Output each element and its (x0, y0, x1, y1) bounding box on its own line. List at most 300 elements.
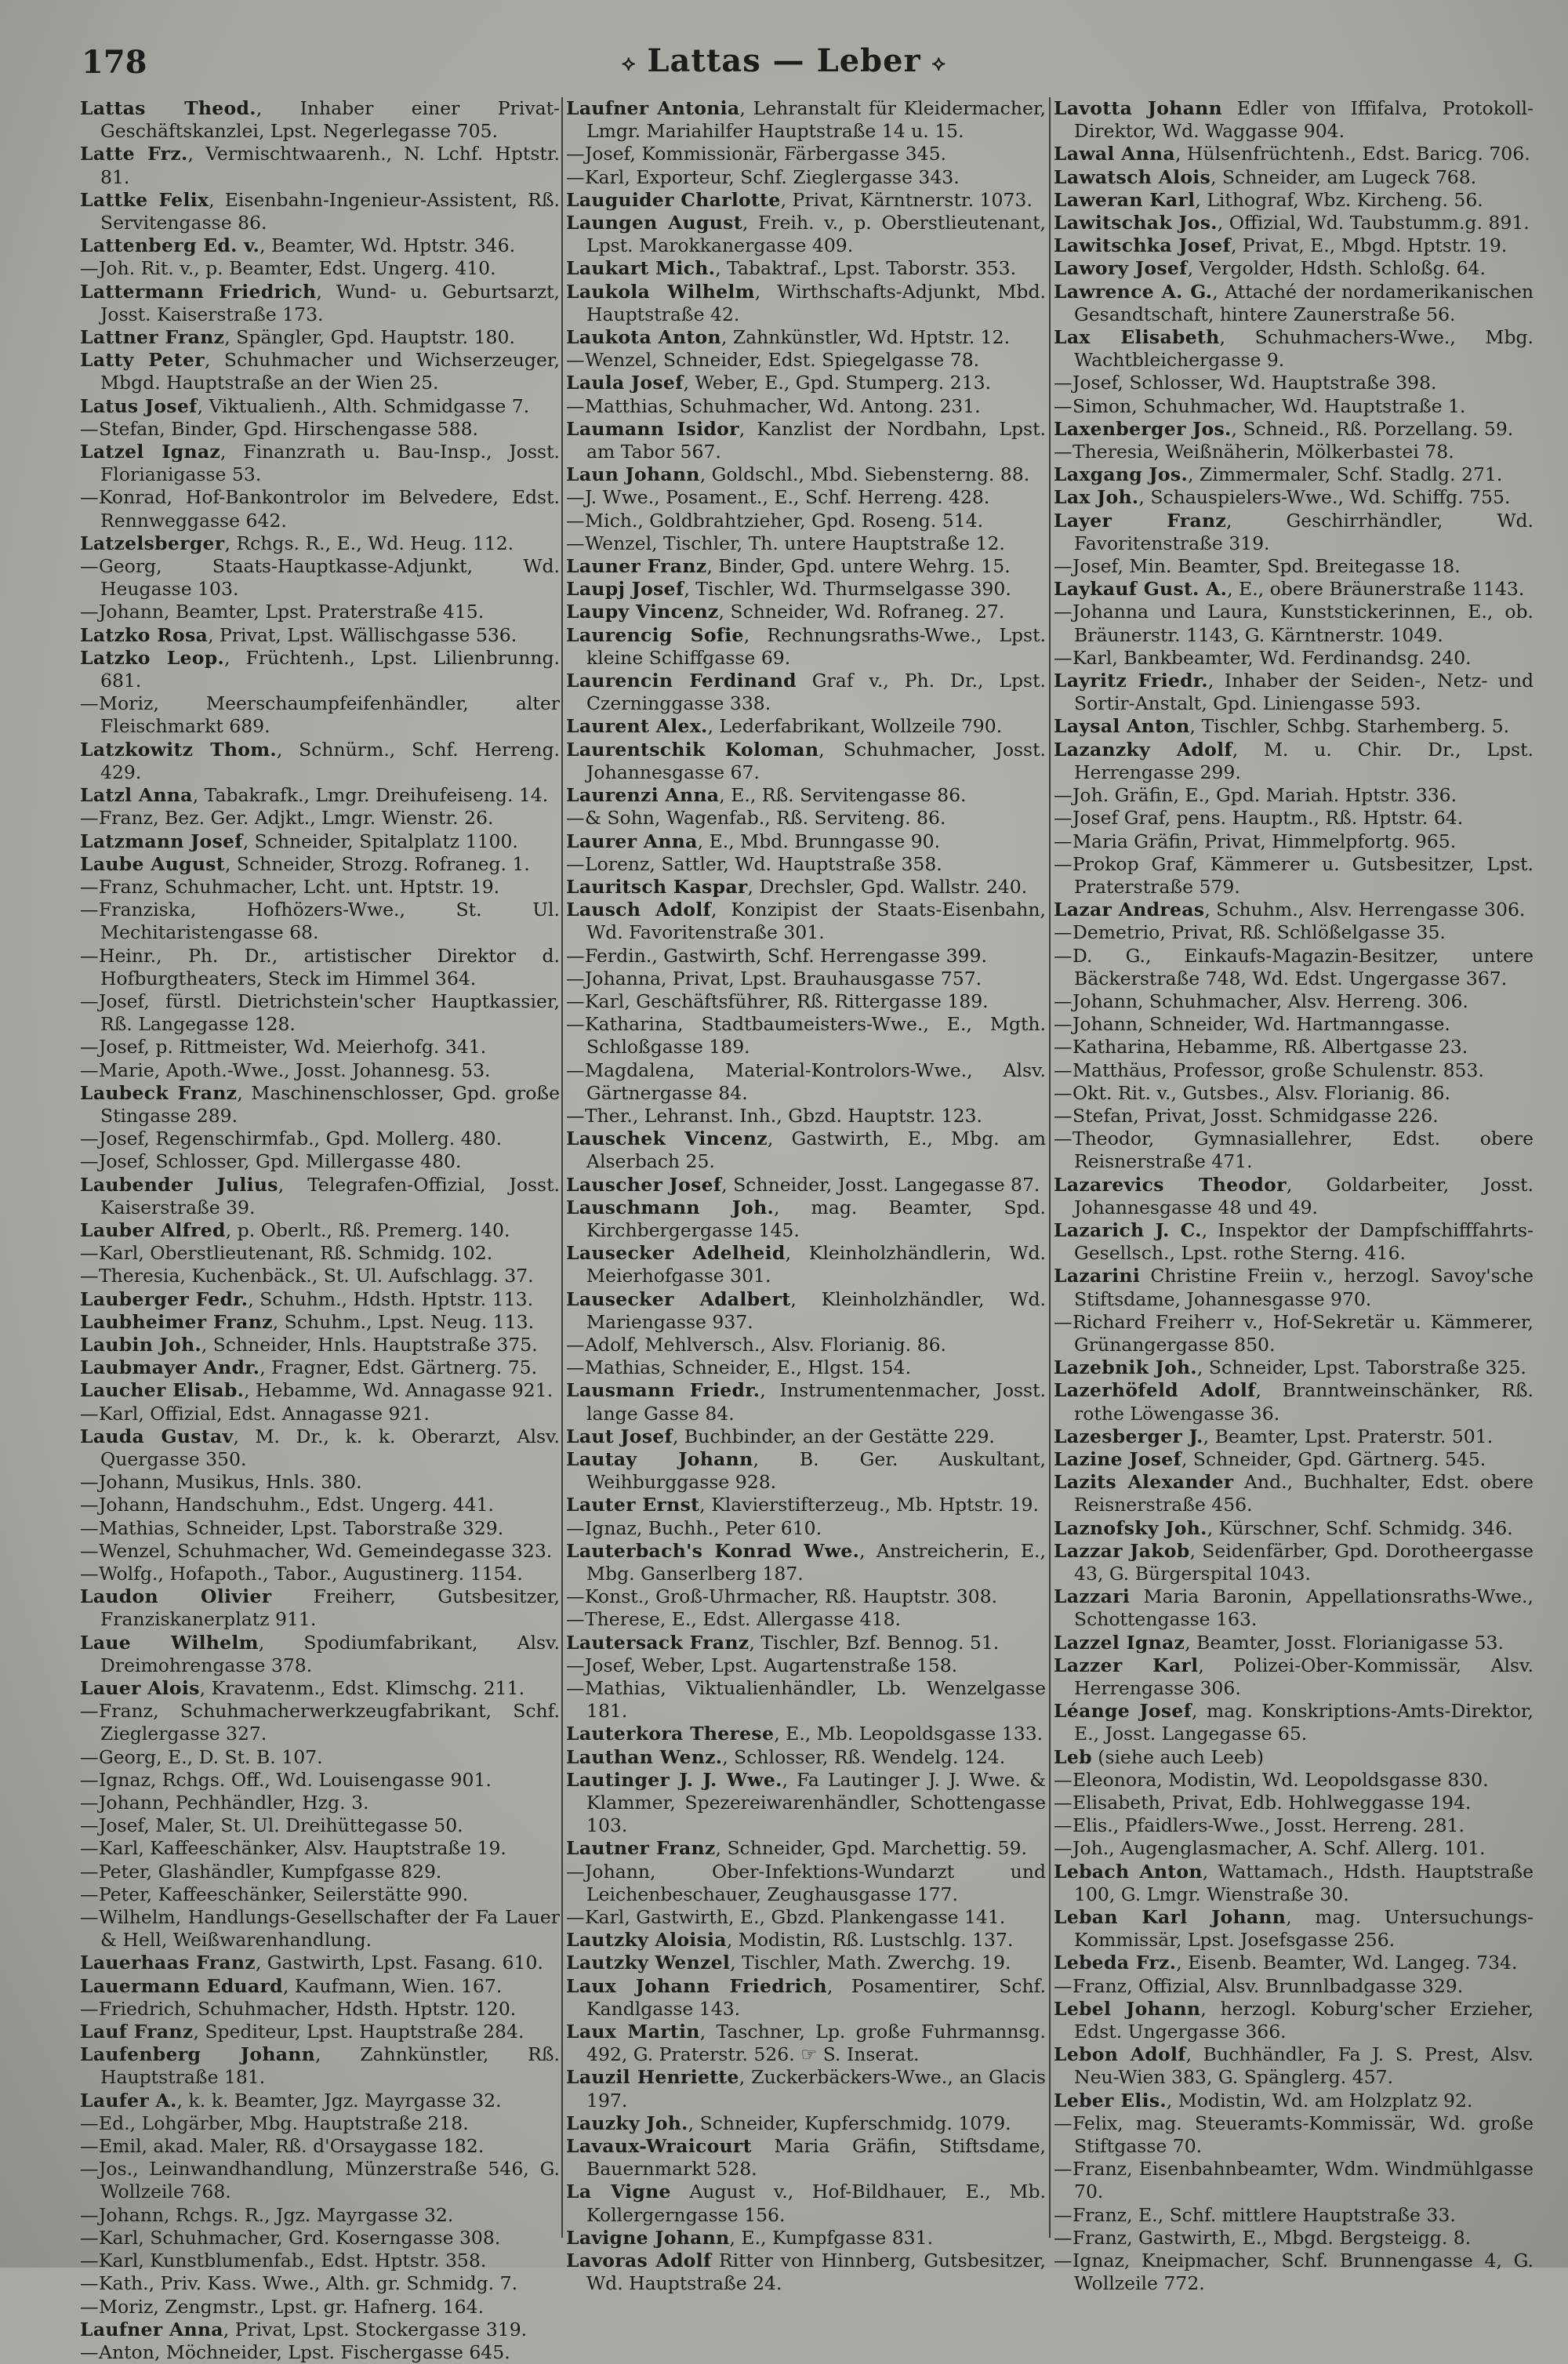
directory-entry (1054, 2158, 1534, 2203)
entry-details: , Vergolder, Hdsth. Schloßg. 64. (1187, 257, 1486, 280)
entry-details: D. G., Einkaufs-Magazin-Besitzer, untere Bäckerstraße 748, Wd. Edst. Ungergasse 367. (1073, 944, 1534, 990)
entry-details: , Kürschner, Schf. Schmidg. 346. (1207, 1516, 1513, 1539)
directory-entry (80, 1379, 560, 1402)
entry-name: Lawory Josef (1054, 257, 1188, 280)
entry-name: Lawrence A. G. (1054, 280, 1213, 303)
entry-name: Laumann Isidor (566, 417, 739, 440)
repeat-dash: — (1054, 2203, 1073, 2226)
entry-details: Karl, Exporteur, Schf. Zieglergasse 343. (585, 165, 960, 188)
entry-name: Lauguider Charlotte (566, 188, 781, 211)
entry-details: Ignaz, Buchh., Peter 610. (585, 1516, 822, 1539)
directory-entry (566, 1769, 1046, 1838)
entry-details: Jos., Leinwandhandlung, Münzerstraße 546, G. Wollzeile 768. (99, 2158, 560, 2203)
entry-name: Lauter Ernst (566, 1494, 700, 1516)
entry-details: Franz, Offizial, Alsv. Brunnlbadgasse 329. (1073, 1974, 1464, 1997)
directory-entry (80, 1242, 560, 1265)
repeat-dash: — (1054, 852, 1073, 875)
directory-entry (1054, 441, 1534, 463)
entry-details: , Tischler, Wd. Thurmselgasse 390. (684, 578, 1011, 601)
directory-entry (566, 1723, 1046, 1745)
repeat-dash: — (566, 1516, 585, 1539)
repeat-dash: — (80, 2340, 99, 2363)
entry-name: Lazits Alexander (1054, 1471, 1234, 1494)
directory-entry (80, 1494, 560, 1516)
entry-details: , Offizial, Wd. Taubstumm.g. 891. (1217, 212, 1530, 234)
entry-details: , Rchgs. R., E., Wd. Heug. 112. (224, 532, 514, 554)
entry-details: , B. Ger. Auskultant, Weihburggasse 928. (586, 1447, 1046, 1494)
repeat-dash: — (80, 990, 99, 1012)
directory-column-1 (80, 97, 561, 2363)
entry-details: , Branntweinschänker, Rß. rothe Löwengasse 36. (1074, 1379, 1534, 1425)
entry-details: Demetrio, Privat, Rß. Schlößelgasse 35. (1073, 921, 1446, 944)
entry-name: Lawitschka Josef (1054, 234, 1231, 257)
repeat-dash: — (566, 1333, 585, 1356)
page-number: 178 (82, 44, 147, 81)
entry-details: , Schlosser, Rß. Wendelg. 124. (722, 1745, 1006, 1768)
entry-name: Leban Karl Johann (1054, 1906, 1287, 1929)
entry-name: Laurencig Sofie (566, 623, 744, 646)
entry-name: Lazzel Ignaz (1054, 1631, 1185, 1654)
repeat-dash: — (80, 1059, 99, 1081)
entry-details: , Wund- u. Geburtsarzt, Josst. Kaiserstraße 173. (100, 280, 561, 325)
entry-details: Georg, E., D. St. B. 107. (99, 1745, 323, 1768)
entry-name: Laucher Elisab. (80, 1379, 245, 1402)
directory-entry (566, 899, 1046, 944)
entry-details: , Modistin, Wd. am Holzplatz 92. (1166, 2089, 1473, 2112)
directory-entry (1054, 1814, 1534, 1837)
directory-entry (566, 2250, 1046, 2295)
directory-entry (80, 486, 560, 532)
entry-details: Kath., Priv. Kass. Wwe., Alth. gr. Schmidg. 7. (99, 2272, 518, 2295)
directory-entry (566, 1128, 1046, 1173)
directory-entry (1054, 1059, 1534, 1082)
directory-entry (1054, 234, 1534, 257)
directory-entry (80, 2112, 560, 2135)
entry-name: Latzl Anna (80, 784, 193, 807)
entry-details: Theodor, Gymnasiallehrer, Edst. obere Reisnerstraße 471. (1073, 1128, 1534, 1173)
directory-entry (80, 143, 560, 188)
directory-entry (1054, 1975, 1534, 1998)
entry-details: Emil, akad. Maler, Rß. d'Orsaygasse 182. (99, 2135, 485, 2158)
entry-name: Laula Josef (566, 372, 684, 394)
directory-entry (80, 1174, 560, 1219)
entry-details: , Fragner, Edst. Gärtnerg. 75. (260, 1356, 538, 1379)
entry-details: Josef, fürstl. Dietrichstein'scher Hauptkassier, Rß. Langegasse 128. (99, 990, 560, 1036)
entry-name: Latzko Rosa (80, 623, 209, 646)
directory-entry (1054, 990, 1534, 1013)
directory-entry (80, 1975, 560, 1998)
entry-details: , Vermischtwaarenh., N. Lchf. Hptstr. 81. (100, 143, 560, 188)
entry-name: Lauzky Joh. (566, 2112, 688, 2134)
entry-details: Karl, Kunstblumenfab., Edst. Hptstr. 358. (99, 2250, 487, 2272)
entry-details: Josef Graf, pens. Hauptm., Rß. Hptstr. 64. (1073, 807, 1464, 830)
directory-entry (80, 1128, 560, 1150)
entry-details: , Taschner, Lp. große Fuhrmannsg. 492, G. Praterstr. 526. ☞ S. Inserat. (586, 2021, 1046, 2066)
entry-details: , Schuhmachers-Wwe., Mbg. Wachtbleichergasse 9. (1074, 326, 1534, 372)
entry-name: Lautersack Franz (566, 1631, 750, 1654)
entry-details: , Seidenfärber, Gpd. Dorotheergasse 43, G. Bürgerspital 1043. (1074, 1539, 1534, 1585)
directory-entry (1054, 578, 1534, 601)
directory-entry (80, 2158, 560, 2203)
repeat-dash: — (566, 1677, 585, 1700)
repeat-dash: — (80, 807, 99, 830)
entry-details: , E., obere Bräunerstraße 1143. (1227, 578, 1525, 601)
entry-name: Lautner Franz (566, 1837, 716, 1860)
entry-name: Leber Elis. (1054, 2089, 1167, 2112)
entry-details: , Schneider, Spitalplatz 1100. (242, 830, 518, 852)
entry-name: Laube August (80, 852, 225, 875)
directory-entry (566, 97, 1046, 143)
repeat-dash: — (566, 1906, 585, 1929)
repeat-dash: — (80, 899, 99, 921)
repeat-dash: — (1054, 2158, 1073, 2181)
entry-details: , p. Oberlt., Rß. Premerg. 140. (225, 1218, 510, 1241)
entry-name: Laxenberger Jos. (1054, 417, 1232, 440)
entry-name: Laukola Wilhelm (566, 280, 755, 303)
entry-details: Richard Freiherr v., Hof-Sekretär u. Kämmerer, Grünangergasse 850. (1073, 1310, 1534, 1356)
entry-name: Laweran Karl (1054, 188, 1196, 211)
repeat-dash: — (80, 417, 99, 440)
entry-details: , Freih. v., p. Oberstlieutenant, Lpst. Marokkanergasse 409. (586, 212, 1046, 257)
directory-entry (80, 1265, 560, 1287)
entry-name: Laurer Anna (566, 830, 698, 852)
repeat-dash: — (566, 852, 585, 875)
repeat-dash: — (1054, 1792, 1073, 1814)
directory-entry (566, 830, 1046, 853)
repeat-dash: — (566, 1585, 585, 1608)
repeat-dash: — (566, 1059, 585, 1081)
repeat-dash: — (80, 486, 99, 509)
entry-details: Ritter von Hinnberg, Gutsbesitzer, Wd. Hauptstraße 24. (586, 2250, 1047, 2295)
repeat-dash: — (1054, 394, 1073, 417)
repeat-dash: — (80, 1563, 99, 1585)
entry-details: Moriz, Meerschaumpfeifenhändler, alter Fleischmarkt 689. (99, 692, 560, 738)
directory-entry (566, 1952, 1046, 1974)
entry-name: Laurenzi Anna (566, 784, 720, 807)
directory-entry (1054, 670, 1534, 715)
entry-details: Therese, E., Edst. Allergasse 418. (585, 1608, 901, 1631)
repeat-dash: — (80, 1539, 99, 1562)
entry-name: Laxgang Jos. (1054, 463, 1188, 486)
repeat-dash: — (1054, 441, 1073, 463)
directory-entry (80, 1769, 560, 1792)
directory-entry (1054, 1585, 1534, 1631)
directory-entry (1054, 1082, 1534, 1105)
entry-name: Laykauf Gust. A. (1054, 578, 1228, 601)
entry-details: , Lederfabrikant, Wollzeile 790. (707, 715, 1003, 738)
repeat-dash: — (1054, 990, 1073, 1012)
entry-name: Lattke Felix (80, 188, 209, 211)
entry-details: , Modistin, Rß. Lustschlg. 137. (726, 1929, 1014, 1952)
entry-details: Johann, Musikus, Hnls. 380. (99, 1471, 362, 1494)
directory-entry (80, 1563, 560, 1585)
repeat-dash: — (1054, 1814, 1073, 1837)
directory-entry (80, 281, 560, 326)
repeat-dash: — (566, 509, 585, 532)
directory-entry (566, 281, 1046, 326)
directory-entry (80, 189, 560, 234)
entry-details: Wolfg., Hofapoth., Tabor., Augustinerg. 1154. (99, 1563, 523, 1585)
entry-details: , Eisenbahn-Ingenieur-Assistent, Rß. Servitengasse 86. (100, 188, 560, 234)
entry-details: , Telegrafen-Offizial, Josst. Kaiserstraße 39. (100, 1173, 560, 1218)
directory-column-2 (566, 97, 1047, 2295)
entry-details: Johann, Beamter, Lpst. Praterstraße 415. (99, 601, 485, 623)
entry-name: Laux Johann Friedrich (566, 1974, 827, 1997)
directory-entry (1054, 1769, 1534, 1792)
directory-entry (1054, 1174, 1534, 1219)
directory-entry (566, 784, 1046, 807)
directory-entry (566, 257, 1046, 280)
directory-entry (1054, 601, 1534, 646)
directory-entry (1054, 1517, 1534, 1540)
repeat-dash: — (566, 394, 585, 417)
entry-details: , M. u. Chir. Dr., Lpst. Herrengasse 299. (1074, 738, 1534, 783)
directory-entry (566, 1105, 1046, 1128)
repeat-dash: — (80, 1242, 99, 1265)
directory-entry (80, 1059, 560, 1082)
directory-entry (1054, 1013, 1534, 1036)
directory-entry (566, 876, 1046, 899)
directory-entry (566, 2112, 1046, 2135)
entry-name: Léange Josef (1054, 1700, 1192, 1723)
entry-name: Lausecker Adalbert (566, 1287, 791, 1310)
directory-column-3 (1054, 97, 1534, 2295)
repeat-dash: — (80, 601, 99, 623)
entry-details: Prokop Graf, Kämmerer u. Gutsbesitzer, Lpst. Praterstraße 579. (1073, 852, 1534, 898)
directory-entry (566, 349, 1046, 372)
entry-name: Lawitschak Jos. (1054, 212, 1218, 234)
repeat-dash: — (80, 2295, 99, 2318)
entry-name: Latzel Ignaz (80, 441, 221, 463)
repeat-dash: — (80, 555, 99, 578)
directory-entry (566, 418, 1046, 463)
entry-details: Adolf, Mehlversch., Alsv. Florianig. 86. (585, 1333, 946, 1356)
entry-details: , Goldarbeiter, Josst. Johannesgasse 48 und 49. (1074, 1173, 1534, 1218)
entry-details: & Sohn, Wagenfab., Rß. Serviteng. 86. (585, 807, 946, 830)
repeat-dash: — (566, 1104, 585, 1127)
directory-entry (566, 212, 1046, 257)
entry-details: , Weber, E., Gpd. Stumperg. 213. (683, 372, 992, 394)
repeat-dash: — (1054, 1081, 1073, 1104)
repeat-dash: — (80, 1745, 99, 1768)
entry-name: Lauzil Henriette (566, 2066, 739, 2089)
entry-details: , Schneider, Wd. Rofraneg. 27. (718, 601, 1005, 623)
directory-entry (80, 2341, 560, 2364)
entry-name: Lautzky Wenzel (566, 1952, 731, 1974)
entry-details: Konst., Groß-Uhrmacher, Rß. Hauptstr. 308. (585, 1585, 998, 1608)
entry-details: Johann, Schuhmacher, Alsv. Herreng. 306. (1073, 990, 1468, 1012)
entry-details: Theresia, Kuchenbäck., St. Ul. Aufschlagg. 37. (99, 1265, 534, 1287)
entry-details: Josef, p. Rittmeister, Wd. Meierhofg. 341. (99, 1036, 487, 1059)
entry-name: Lebon Adolf (1054, 2043, 1186, 2066)
entry-details: Marie, Apoth.-Wwe., Josst. Johannesg. 53. (99, 1059, 491, 1081)
entry-details: , Früchtenh., Lpst. Lilienbrunng. 681. (100, 646, 560, 692)
directory-entry (80, 853, 560, 876)
directory-entry (1054, 1998, 1534, 2043)
entry-name: Lauf Franz (80, 2021, 194, 2043)
entry-details: Josef, Schlosser, Gpd. Millergasse 480. (99, 1150, 462, 1173)
entry-name: Lauscher Josef (566, 1173, 722, 1196)
directory-entry (1054, 2090, 1534, 2112)
directory-entry (1054, 372, 1534, 394)
entry-details: Johann, Ober-Infektions-Wundarzt und Leichenbeschauer, Zeughausgasse 177. (585, 1860, 1046, 1905)
directory-entry (1054, 2250, 1534, 2295)
entry-details: Graf v., Ph. Dr., Lpst. Czerninggasse 338. (586, 670, 1046, 715)
entry-details: , Zahnkünstler, Wd. Hptstr. 12. (720, 326, 1011, 349)
directory-entry (1054, 257, 1534, 280)
entry-name: Lauberger Fedr. (80, 1287, 249, 1310)
directory-entry (1054, 715, 1534, 738)
entry-name: Laufenberg Johann (80, 2043, 316, 2066)
directory-entry (1054, 1906, 1534, 1952)
entry-name: Lautzky Aloisia (566, 1929, 727, 1952)
directory-entry (80, 1861, 560, 1883)
entry-details: Eleonora, Modistin, Wd. Leopoldsgasse 830. (1073, 1768, 1489, 1791)
repeat-dash: — (80, 2158, 99, 2181)
entry-name: Laupj Josef (566, 578, 684, 601)
entry-name: Laufer A. (80, 2089, 177, 2112)
entry-details: Katharina, Stadtbaumeisters-Wwe., E., Mgth. Schloßgasse 189. (585, 1013, 1046, 1059)
entry-details: , Kleinholzhändlerin, Wd. Meierhofgasse 301. (586, 1242, 1046, 1287)
repeat-dash: — (566, 1356, 585, 1379)
directory-entry (566, 1861, 1046, 1906)
directory-entry (1054, 281, 1534, 326)
directory-entry (1054, 1265, 1534, 1310)
entry-name: Lavotta Johann (1054, 97, 1222, 119)
directory-entry (1054, 1448, 1534, 1471)
repeat-dash: — (1054, 646, 1073, 669)
entry-details: , Inhaber einer Privat-Geschäftskanzlei, Lpst. Negerlegasse 705. (100, 97, 560, 143)
entry-details: , Schnürm., Schf. Herreng. 429. (100, 738, 560, 783)
entry-details: Karl, Geschäftsführer, Rß. Rittergasse 189. (585, 990, 989, 1012)
entry-details: Georg, Staats-Hauptkasse-Adjunkt, Wd. Heugasse 103. (99, 555, 560, 601)
entry-name: Latzelsberger (80, 532, 225, 554)
directory-entry (80, 830, 560, 853)
entry-name: Lazerhöfeld Adolf (1054, 1379, 1256, 1402)
entry-details: Franz, Schuhmacher, Lcht. unt. Hptstr. 19. (99, 875, 500, 898)
directory-entry (566, 1654, 1046, 1677)
entry-details: , Schauspielers-Wwe., Wd. Schiffg. 755. (1138, 486, 1511, 509)
entry-details: Wenzel, Tischler, Th. untere Hauptstraße 12. (585, 532, 1005, 554)
directory-entry (566, 326, 1046, 349)
entry-details: August v., Hof-Bildhauer, E., Mb. Kollergerngasse 156. (586, 2181, 1046, 2226)
directory-entry (80, 418, 560, 441)
directory-entry (80, 1517, 560, 1540)
entry-details: , Tischler, Bzf. Bennog. 51. (749, 1631, 1000, 1654)
directory-entry (1054, 1379, 1534, 1425)
directory-entry (1054, 1219, 1534, 1265)
entry-name: Lavoras Adolf (566, 2250, 712, 2272)
entry-details: Franz, E., Schf. mittlere Hauptstraße 33. (1073, 2203, 1456, 2226)
entry-name: Lebel Johann (1054, 1997, 1201, 2020)
entry-details: , Inspektor der Dampfschifffahrts-Gesellsch., Lpst. rothe Sterng. 416. (1074, 1218, 1534, 1265)
entry-name: Lauber Alfred (80, 1218, 226, 1241)
entry-name: Lebach Anton (1054, 1860, 1203, 1883)
directory-entry (80, 692, 560, 738)
entry-name: Lauterkora Therese (566, 1723, 775, 1745)
directory-entry (80, 739, 560, 784)
directory-entry (80, 2296, 560, 2319)
entry-name: Lauschek Vincenz (566, 1128, 768, 1150)
entry-details: Josef, Weber, Lpst. Augartenstraße 158. (585, 1654, 958, 1676)
directory-entry (1054, 739, 1534, 784)
entry-details: , Tabakrafk., Lmgr. Dreihufeiseng. 14. (192, 784, 549, 807)
entry-details: Johann, Schneider, Wd. Hartmanngasse. (1073, 1013, 1450, 1036)
entry-name: Laubmayer Andr. (80, 1356, 260, 1379)
directory-entry (566, 143, 1046, 165)
entry-details: Johanna, Privat, Lpst. Brauhausgasse 757. (585, 967, 982, 990)
entry-name: Laungen August (566, 212, 742, 234)
entry-details: , Posamentirer, Schf. Kandlgasse 143. (586, 1974, 1046, 2020)
directory-entry (566, 578, 1046, 601)
directory-entry (566, 2227, 1046, 2250)
running-title (0, 42, 1568, 79)
repeat-dash: — (1054, 2112, 1073, 2134)
entry-details: Joh. Rit. v., p. Beamter, Edst. Ungerg. 410. (99, 257, 496, 280)
entry-details: , Privat, Lpst. Stockergasse 319. (223, 2318, 528, 2340)
directory-entry (1054, 1654, 1534, 1700)
directory-entry (566, 189, 1046, 212)
directory-entry (566, 1975, 1046, 2021)
entry-details: Josef, Kommissionär, Färbergasse 345. (585, 143, 947, 165)
entry-name: Lauterbach's Konrad Wwe. (566, 1539, 860, 1562)
entry-details: Felix, mag. Steueramts-Kommissär, Wd. große Stiftgasse 70. (1073, 2112, 1534, 2158)
directory-entry (80, 2021, 560, 2043)
directory-entry (1054, 1356, 1534, 1379)
directory-entry (566, 2135, 1046, 2181)
entry-name: Lausmann Friedr. (566, 1379, 760, 1402)
directory-entry (1054, 1861, 1534, 1906)
entry-details: Edler von Iffifalva, Protokoll-Direktor, Wd. Waggasse 904. (1074, 97, 1534, 143)
entry-details: Wenzel, Schneider, Edst. Spiegelgasse 78. (585, 349, 980, 372)
entry-name: Lauda Gustav (80, 1425, 234, 1447)
directory-entry (1054, 1128, 1534, 1173)
entry-details: Simon, Schuhmacher, Wd. Hauptstraße 1. (1073, 394, 1466, 417)
directory-entry (1054, 97, 1534, 143)
directory-entry (1054, 486, 1534, 509)
repeat-dash: — (80, 1516, 99, 1539)
entry-details: , M. Dr., k. k. Oberarzt, Alsv. Quergasse 350. (100, 1425, 560, 1470)
entry-name: Lazar Andreas (1054, 899, 1205, 921)
entry-details: , E., Rß. Servitengasse 86. (719, 784, 967, 807)
entry-details: , Wirthschafts-Adjunkt, Mbd. Hauptstraße 42. (586, 280, 1046, 325)
repeat-dash: — (566, 349, 585, 372)
entry-details: , Eisenb. Beamter, Wd. Langeg. 734. (1176, 1952, 1518, 1974)
repeat-dash: — (80, 2226, 99, 2249)
repeat-dash: — (80, 2203, 99, 2226)
directory-entry (566, 1242, 1046, 1287)
repeat-dash: — (1054, 921, 1073, 944)
directory-entry (566, 486, 1046, 509)
entry-details: , Rechnungsraths-Wwe., Lpst. kleine Schiffgasse 69. (586, 623, 1046, 669)
directory-entry (80, 1036, 560, 1059)
directory-entry (80, 2135, 560, 2158)
repeat-dash: — (80, 2112, 99, 2134)
entry-details: Karl, Bankbeamter, Wd. Ferdinandsg. 240. (1073, 646, 1472, 669)
entry-details: , k. k. Beamter, Jgz. Mayrgasse 32. (176, 2089, 502, 2112)
entry-details: Freiherr, Gutsbesitzer, Franziskanerplatz 911. (100, 1585, 560, 1631)
repeat-dash: — (566, 944, 585, 967)
entry-details: , Schuhm., Hdsth. Hptstr. 113. (248, 1287, 534, 1310)
entry-name: Laun Johann (566, 463, 700, 486)
entry-details: Josef, Min. Beamter, Spd. Breitegasse 18. (1073, 555, 1461, 578)
directory-entry (80, 2250, 560, 2272)
entry-details: Ignaz, Rchgs. Off., Wd. Louisengasse 901. (99, 1768, 492, 1791)
directory-entry (1054, 830, 1534, 853)
entry-name: Lazzer Karl (1054, 1654, 1199, 1676)
directory-entry (1054, 921, 1534, 944)
directory-entry (80, 1837, 560, 1860)
